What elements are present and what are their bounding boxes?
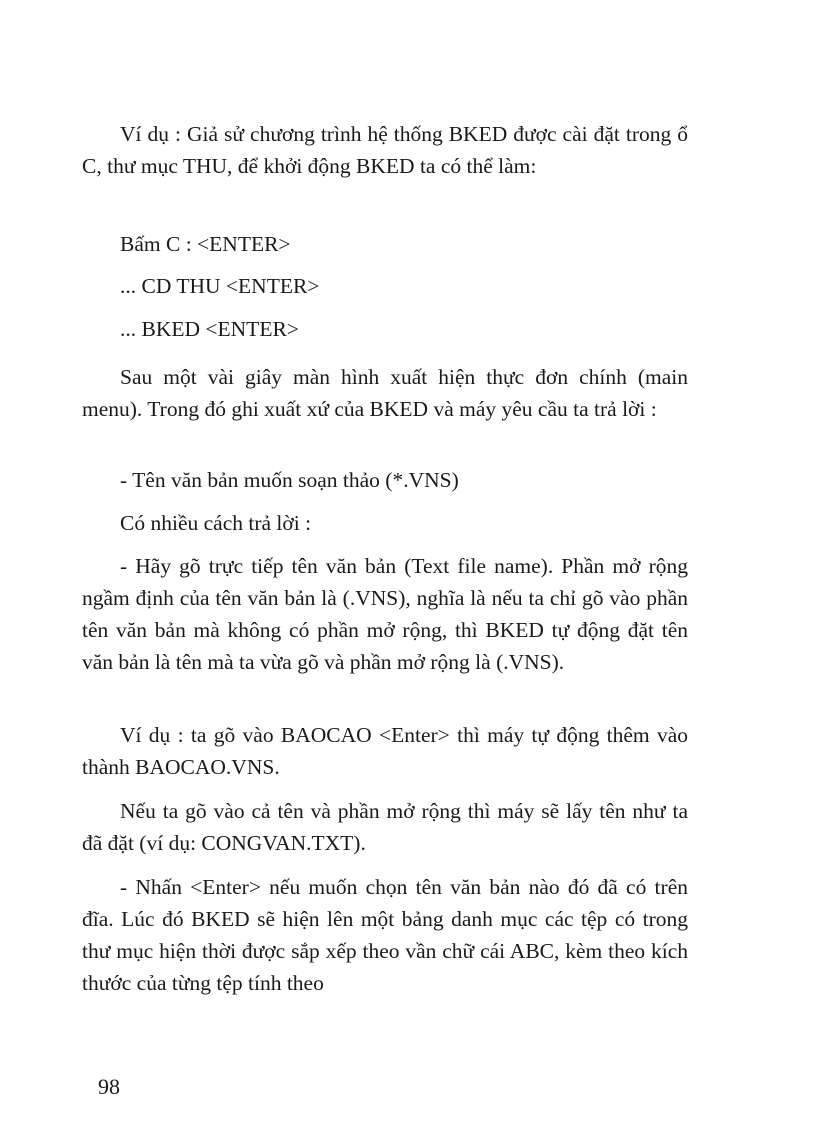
paragraph-main-menu: Sau một vài giây màn hình xuất hiện thực đơn chính (main menu). Trong đó ghi xuất xứ của BKED và máy yêu cầu ta trả lời :	[82, 365, 688, 421]
paragraph-type-file-name: - Hãy gõ trực tiếp tên văn bản (Text file name). Phần mở rộng ngầm định của tên văn bản là (.VNS), nghĩa là nếu ta chỉ gõ vào phần tên văn bản mà không có phần mở rộng, thì BKED tự động đặt tên văn bản là tên mà ta vừa gõ và phần mở rộng là (.VNS).	[82, 554, 688, 674]
command-line-cd: ... CD THU <ENTER>	[120, 274, 320, 298]
command-line-drive: Bấm C : <ENTER>	[120, 232, 291, 256]
paragraph-answer-options: Có nhiều cách trả lời :	[120, 511, 312, 535]
command-line-bked: ... BKED <ENTER>	[120, 317, 299, 341]
page-number: 98	[98, 1074, 120, 1099]
paragraph-extension-example: Nếu ta gõ vào cả tên và phần mở rộng thì máy sẽ lấy tên như ta đã đặt (ví dụ: CONGVAN.TXT).	[82, 799, 688, 855]
paragraph-intro-example: Ví dụ : Giả sử chương trình hệ thống BKED được cài đặt trong ổ C, thư mục THU, để khởi động BKED ta có thể làm:	[82, 122, 688, 178]
paragraph-baocao-example: Ví dụ : ta gõ vào BAOCAO <Enter> thì máy tự động thêm vào thành BAOCAO.VNS.	[82, 723, 688, 779]
paragraph-file-name-prompt: - Tên văn bản muốn soạn thảo (*.VNS)	[120, 468, 459, 492]
paragraph-press-enter: - Nhấn <Enter> nếu muốn chọn tên văn bản nào đó đã có trên đĩa. Lúc đó BKED sẽ hiện lên một bảng danh mục các tệp có trong thư mục hiện thời được sắp xếp theo vần chữ cái ABC, kèm theo kích thước của từng tệp tính theo	[82, 875, 688, 995]
